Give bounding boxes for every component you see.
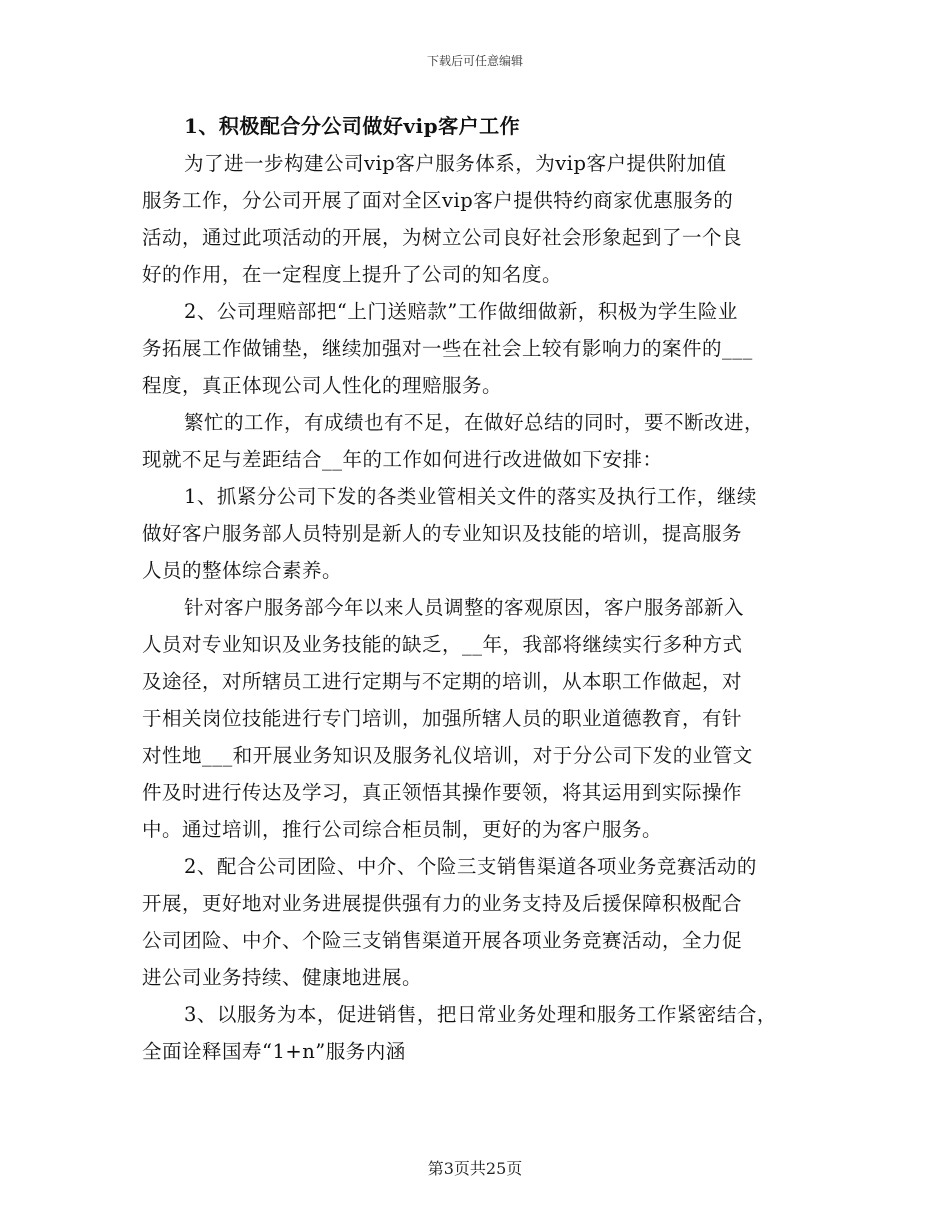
text-line: 人员的整体综合素养。	[142, 559, 343, 582]
text-line: 繁忙的工作，有成绩也有不足，在做好总结的同时，要不断改进，	[184, 411, 765, 434]
text-line: 服务工作，分公司开展了面对全区vip客户提供特约商家优惠服务的	[142, 189, 734, 212]
text-line: 人员对专业知识及业务技能的缺乏，__年，我部将继续实行多种方式	[142, 633, 743, 656]
text-line: 全面诠释国寿“1+n”服务内涵	[142, 1040, 406, 1063]
text-line: 针对客户服务部今年以来人员调整的客观原因，客户服务部新入	[184, 596, 745, 619]
text-line: 2、公司理赔部把“上门送赔款”工作做细做新，积极为学生险业	[184, 300, 738, 323]
text-line: 好的作用，在一定程度上提升了公司的知名度。	[142, 263, 563, 286]
text-line: 于相关岗位技能进行专门培训，加强所辖人员的职业道德教育，有针	[142, 707, 743, 730]
text-line: 为了进一步构建公司vip客户服务体系，为vip客户提供附加值	[184, 152, 727, 175]
text-line: 件及时进行传达及学习，真正领悟其操作要领，将其运用到实际操作	[142, 781, 743, 804]
text-line: 中。通过培训，推行公司综合柜员制，更好的为客户服务。	[142, 818, 663, 841]
text-line: 3、以服务为本，促进销售，把日常业务处理和服务工作紧密结合，	[184, 1003, 777, 1026]
text-line: 2、配合公司团险、中介、个险三支销售渠道各项业务竞赛活动的	[184, 855, 757, 878]
page-footer: 第3页共25页	[427, 1159, 523, 1178]
text-line: 务拓展工作做铺垫，继续加强对一些在社会上较有影响力的案件的___	[142, 337, 753, 360]
text-line: 1、抓紧分公司下发的各类业管相关文件的落实及执行工作，继续	[184, 485, 757, 508]
text-line: 及途径，对所辖员工进行定期与不定期的培训，从本职工作做起，对	[142, 670, 743, 693]
text-line: 公司团险、中介、个险三支销售渠道开展各项业务竞赛活动，全力促	[142, 929, 743, 952]
text-line: 进公司业务持续、健康地进展。	[142, 966, 423, 989]
text-line: 做好客户服务部人员特别是新人的专业知识及技能的培训，提高服务	[142, 522, 743, 545]
section-heading: 1、积极配合分公司做好vip客户工作	[184, 114, 521, 138]
text-line: 活动，通过此项活动的开展，为树立公司良好社会形象起到了一个良	[142, 226, 743, 249]
text-line: 程度，真正体现公司人性化的理赔服务。	[142, 374, 503, 397]
document-body	[142, 108, 812, 1070]
text-line: 现就不足与差距结合__年的工作如何进行改进做如下安排：	[142, 448, 663, 471]
text-line: 对性地___和开展业务知识及服务礼仪培训，对于分公司下发的业管文	[142, 744, 753, 767]
text-line: 开展，更好地对业务进展提供强有力的业务支持及后援保障积极配合	[142, 892, 743, 915]
page-header: 下载后可任意编辑	[426, 54, 523, 68]
